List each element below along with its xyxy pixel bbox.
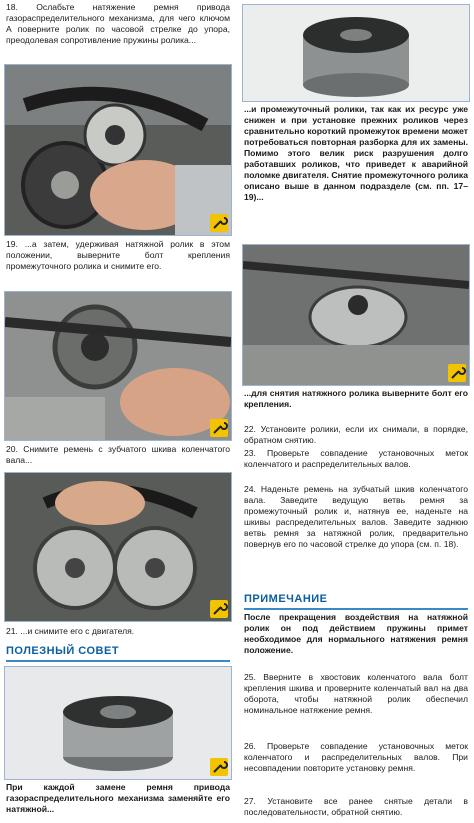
- step-20-text: 20. Снимите ремень с зубчатого шкива коленчатого вала...: [6, 444, 230, 465]
- step-24-text: 24. Наденьте ремень на зубчатый шкив коленчатого вала. Заведите ведущую ветвь ремня за промежуточный ролик и, натянув ее, наденьте на шкивы распределительных валов. Заведите заднюю ветвь ремня за натяжной ролик, предварительно повернув его по часовой стрелке до упора (см. п. 18).: [244, 484, 468, 549]
- photo-tensioner-wrench: [4, 64, 232, 236]
- photo-tensioner-bolt: [242, 244, 470, 386]
- step-22-text: 22. Установите ролики, если их снимали, в порядке, обратном снятию.: [244, 424, 468, 445]
- wrench-icon: [210, 214, 228, 232]
- caption-top: ...и промежуточный ролики, так как их ресурс уже снижен и при установке прежних роликов через сравнительно короткий промежуток времени может потребоваться повторная разборка для их замены. Помимо этого велик риск разрушения долго работавших роликов, что приведет к аварийной поломке двигателя. Снятие промежуточного ролика описано выше в данном подразделе (см. пп. 17–19)...: [244, 104, 468, 202]
- tip-caption: При каждой замене ремня привода газораспределительного механизма заменяйте его натяжной...: [6, 782, 230, 814]
- note-text: После прекращения воздействия на натяжной ролик он под действием пружины примет необходимое для нормального натяжения ремня положение.: [244, 612, 468, 655]
- note-header: ПРИМЕЧАНИЕ: [244, 593, 328, 605]
- tip-header: ПОЛЕЗНЫЙ СОВЕТ: [6, 645, 120, 657]
- tip-rule: [6, 660, 230, 662]
- photo-roller-top: [242, 4, 470, 102]
- step-18-text: 18. Ослабьте натяжение ремня привода газораспределительного механизма, для чего ключом A поверните ролик по часовой стрелке до упора, преодолевая сопротивление пружины ролика...: [6, 2, 230, 45]
- photo-new-roller: [4, 666, 232, 780]
- step-26-text: 26. Проверьте совпадение установочных меток коленчатого и распределительных валов. При несовпадении повторите установку ремня.: [244, 741, 468, 773]
- wrench-icon: [210, 758, 228, 776]
- note-rule: [244, 608, 468, 610]
- step-27-text: 27. Установите все ранее снятые детали в последовательности, обратной снятию.: [244, 796, 468, 817]
- step-23-text: 23. Проверьте совпадение установочных меток коленчатого и распределительных валов.: [244, 448, 468, 469]
- step-19-text: 19. ...а затем, удерживая натяжной ролик в этом положении, выверните болт крепления промежуточного ролика и снимите его.: [6, 239, 230, 271]
- wrench-icon: [210, 600, 228, 618]
- wrench-icon: [210, 419, 228, 437]
- photo-idler-bolt: [4, 291, 232, 441]
- step-21-text: 21. ...и снимите его с двигателя.: [6, 626, 135, 636]
- caption-mid: ...для снятия натяжного ролика выверните болт его крепления.: [244, 388, 468, 409]
- photo-belt-removal: [4, 472, 232, 622]
- step-25-text: 25. Вверните в хвостовик коленчатого вала болт крепления шкива и проверните коленчатый вал на два оборота, чтобы натяжной ролик обеспечил номинальное натяжение ремня.: [244, 672, 468, 715]
- wrench-icon: [448, 364, 466, 382]
